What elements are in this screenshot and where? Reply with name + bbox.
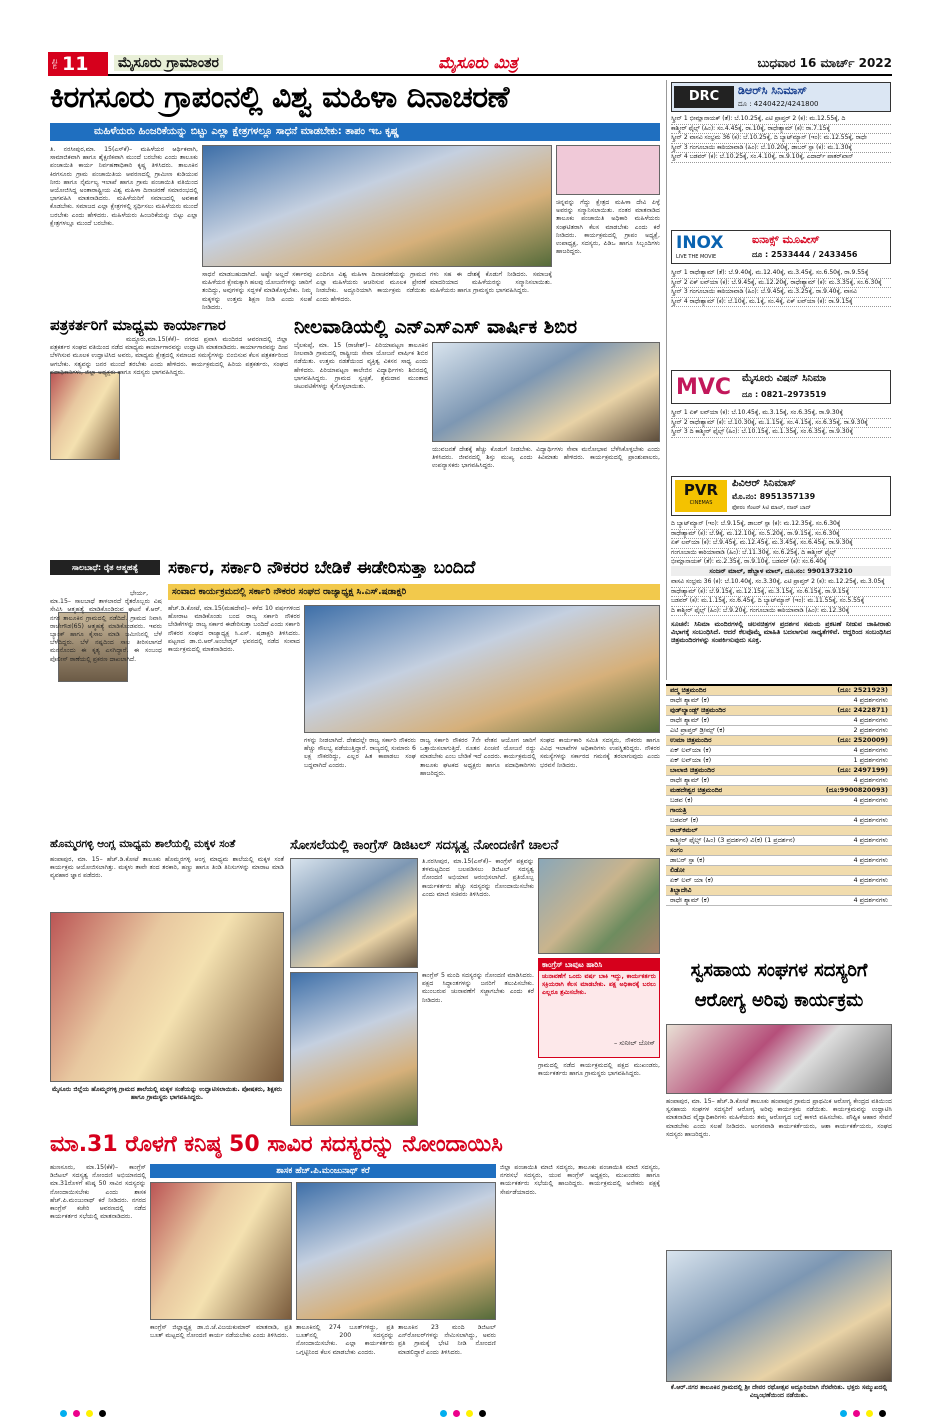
story8-text3: ತಾಲೂಕಿನ 23 ಮಂದಿ ಡಿಜಿಟಲ್ ಎನ್‌ರೋಲರ್‌ಗಳನ್ನು ನೇಮಿಸಲಾಗಿದ್ದು, ಅವರು ಪ್ರತಿ ಗ್ರಾಮಕ್ಕೆ ಭೇಟಿ ನೀಡಿ ನೋಂದಣಿ ಮಾಡಲಿದ್ದಾರೆ ಎಂದು ತಿಳಿಸಿದರು. [398, 1324, 496, 1356]
page-label: ಪುಟ [51, 58, 59, 70]
inox-title: ಐನಾಕ್ಸ್ ಮೂವೀಸ್ [752, 233, 820, 246]
listing-row: ಸ್ಕ್ರೀನ್ 1 ಭೀಮ್ಲಾನಾಯಕ್ (ತೆ): ಬೆ.10.25ಕ್ಕೆ, ಎಟಿ ಪ್ರಾಪ್ತರ್ 2 (ಕ): ಮ.12.55ಕ್ಕೆ, ದಿ [671, 115, 891, 125]
film-shows: 4 ಪ್ರದರ್ಶನಗಳು [853, 696, 888, 704]
theatre-name: ಸಂಗಂ [670, 846, 683, 854]
theatre-name-row [666, 866, 892, 876]
mvc-phone: ದೂ : 0821–2973519 [742, 390, 827, 399]
theatres-list [666, 684, 892, 952]
story6-photo-1 [290, 858, 418, 968]
pvr-logo-sub: CINEMAS [689, 500, 713, 506]
film-shows: 4 ಪ್ರದರ್ಶನಗಳು [853, 856, 888, 864]
story4-headline: ಸರ್ಕಾರ, ಸರ್ಕಾರಿ ನೌಕರರ ಬೇಡಿಕೆ ಈಡೇರಿಸುತ್ತಾ ಬಂದಿದೆ [168, 558, 476, 578]
reg-mark [60, 1410, 67, 1417]
story6-box [538, 958, 660, 1058]
story8-text4: ಜಿಲ್ಲಾ ಪಂಚಾಯಿತಿ ಮಾಜಿ ಸದಸ್ಯರು, ತಾಲೂಕು ಪಂಚಾಯಿತಿ ಮಾಜಿ ಸದಸ್ಯರು, ನಗರಸಭೆ ಸದಸ್ಯರು, ಯುವ ಕಾಂಗ್ರೆಸ್ ಅಧ್ಯಕ್ಷರು, ಮುಖಂಡರು ಹಾಗೂ ಕಾರ್ಯಕರ್ತರು ಸಭೆಯಲ್ಲಿ ಹಾಜರಿದ್ದರು. ಕಾರ್ಯಕ್ರಮದಲ್ಲಿ ಅನೇಕರು ಪಕ್ಷಕ್ಕೆ ಸೇರ್ಪಡೆಯಾದರು. [500, 1164, 660, 1196]
listing-row: ಸ್ಕ್ರೀನ್ 2 ಏಕ್ ಲವ್‌ಯಾ (ಕ): ಬೆ.9.45ಕ್ಕೆ, ಮ.12.20ಕ್ಕೆ, ರಾಧೇಶ್ಯಾಮ್ (ಕ): ಮ.3.35ಕ್ಕೆ, ಸಂ.6.30ಕ್ಕೆ [671, 279, 891, 289]
listing-row: ಸ್ಕ್ರೀನ್ 3 ಗಂಗೂಬಾಯಿ ಕಾಠಿಯಾವಾಡಿ (ಹಿಂ): ಬೆ.9.45ಕ್ಕೆ, ಮ.3.25ಕ್ಕೆ, ರಾ.9.40ಕ್ಕೆ, ವಾಸವಿ [671, 288, 891, 298]
theatre-film-row [666, 836, 892, 846]
story6-photo-3 [290, 972, 418, 1126]
page-number-badge [48, 52, 108, 76]
theatre-film-row [666, 696, 892, 706]
story4-photo [304, 605, 660, 733]
film-title: ಏಕ್ ಲವ್‌ಯಾ (ಕ) [670, 756, 712, 764]
story4-text2: ಗಳನ್ನು ನೀಡಲಾಗಿದೆ. ದೇಶದಲ್ಲೇ ರಾಜ್ಯ ಸರ್ಕಾರಿ ನೌಕರರು ಹೆಚ್ಚು ಸೌಲಭ್ಯ ಪಡೆಯುತ್ತಿದ್ದಾರೆ. ರಾಜ್ಯದಲ್ಲಿ ಸುಮಾರು 6 ಲಕ್ಷ ನೌಕರರಿದ್ದು, ಎಲ್ಲರ ಹಿತ ಕಾಪಾಡಲು ಸಂಘ ಬದ್ಧವಾಗಿದೆ ಎಂದರು. [304, 737, 416, 769]
story1-col5: ಚಿನ್ನವನ್ನು ಗೆದ್ದು ಕ್ಷೇತ್ರದ ಮಹಿಳಾ ದೇವಿ ಪಿಳ್ಳೆ ಅವರನ್ನು ಸನ್ಮಾನಿಸಲಾಯಿತು. ನಂತರ ಮಾತನಾಡಿದ ತಾಲೂಕು ಪಂಚಾಯಿತಿ ಅಧಿಕಾರಿ ಮಹಿಳೆಯರು ಸಂಘಟಿತರಾಗಿ ಕೆಲಸ ಮಾಡಬೇಕು ಎಂದು ಕರೆ ನೀಡಿದರು. ಕಾರ್ಯಕ್ರಮದಲ್ಲಿ ಗ್ರಾಪಂ ಅಧ್ಯಕ್ಷೆ, ಉಪಾಧ್ಯಕ್ಷ, ಸದಸ್ಯರು, ಪಿಡಿಒ ಹಾಗೂ ಸಿಬ್ಬಂದಿಗಳು ಹಾಜರಿದ್ದರು. [556, 199, 660, 256]
cinema-notice: ಸೂಚನೆ: ಸಿನಿಮಾ ಮಂದಿರಗಳಲ್ಲಿ ಚಲನಚಿತ್ರಗಳ ಪ್ರದರ್ಶನ ಸಮಯ ಪ್ರಕಟಣೆ ನೀಡುವ ಜಾಹೀರಾತು ವಿಭಾಗಕ್ಕೆ ಸಂಬಂಧಿಸಿದೆ. ಆದರೆ ಕೆಲವೊಮ್ಮೆ ಮಾಹಿತಿ ಬದಲಾಗುವ ಸಾಧ್ಯತೆಗಳಿವೆ. ಆದ್ದರಿಂದ ಸಂಬಂಧಿಸಿದ ಚಿತ್ರಮಂದಿರಗಳನ್ನು ಸಂಪರ್ಕಿಸುವುದು ಸೂಕ್ತ. [671, 620, 891, 645]
reg-mark [479, 1410, 486, 1417]
mvc-logo: MVC [676, 375, 732, 400]
theatre-film-row [666, 756, 892, 766]
drc-phone: ದೂ : 4240422/4241800 [738, 100, 819, 108]
inox-tagline: LIVE THE MOVIE [676, 254, 717, 260]
story5-text: ಹಂಪಾಪುರ, ಮಾ. 15– ಹೆಚ್.ಡಿ.ಕೋಟೆ ತಾಲೂಕು ಹೊಮ್ಮರಗಳ್ಳಿ ಆಂಗ್ಲ ಮಾಧ್ಯಮ ಶಾಲೆಯಲ್ಲಿ ಮಕ್ಕಳ ಸಂತೆ ಕಾರ್ಯಕ್ರಮ ಆಯೋಜಿಸಲಾಗಿತ್ತು. ಮಕ್ಕಳು ತಾವೇ ತಂದ ತರಕಾರಿ, ಹಣ್ಣು ಹಾಗೂ ತಿಂಡಿ ತಿನಿಸುಗಳನ್ನು ಮಾರಾಟ ಮಾಡಿ ವ್ಯವಹಾರ ಜ್ಞಾನ ಪಡೆದರು. [50, 856, 284, 880]
story8-photo-1 [150, 1182, 292, 1320]
theatre-name-row [666, 886, 892, 896]
theatre-name-row [666, 826, 892, 836]
drc-header [671, 82, 891, 112]
pvr-title: ಪಿವಿಆರ್ ಸಿನಿಮಾಸ್ [732, 478, 796, 489]
story6-box-title: ಕಾಂಗ್ರೆಸ್ ಬಾವುಟ ಹಾರಿಸಿ [539, 959, 659, 971]
theatre-name: ಉಮಾ ಚಿತ್ರಮಂದಿರ [670, 736, 712, 744]
film-shows: 2 ಪ್ರದರ್ಶನಗಳು [853, 726, 888, 734]
listing-row: ಸ್ಕ್ರೀನ್ 3 ದಿ ಕಾಶ್ಮೀರ್ ಫೈಲ್ಸ್ (ಹಿಂ): ಬೆ.10.15ಕ್ಕೆ, ಮ.1.35ಕ್ಕೆ, ಸಂ.6.35ಕ್ಕೆ, ರಾ.9.30ಕ್ಕೆ [671, 428, 891, 438]
story5-headline: ಹೊಮ್ಮರಗಳ್ಳಿ ಆಂಗ್ಲ ಮಾಧ್ಯಮ ಶಾಲೆಯಲ್ಲಿ ಮಕ್ಕಳ ಸಂತೆ [50, 838, 236, 850]
film-shows: 4 ಪ್ರದರ್ಶನಗಳು [853, 746, 888, 754]
listing-row: ಕಾಶ್ಮೀರ್ ಫೈಲ್ಸ್ (ಹಿಂ): ಸಂ.4.45ಕ್ಕೆ, ರಾ.10ಕ್ಕೆ, ರಾಧೇಶ್ಯಾಮ್ (ಕ): ರಾ.7.15ಕ್ಕೆ [671, 125, 891, 135]
reg-mark [99, 1410, 106, 1417]
pvr-logo [675, 480, 727, 512]
story1-photo [202, 145, 552, 267]
film-shows: 4 ಪ್ರದರ್ಶನಗಳು [853, 896, 888, 904]
story3-headline: ನೀಲವಾಡಿಯಲ್ಲಿ ಎನ್‌ಎಸ್‌ಎಸ್ ವಾರ್ಷಿಕ ಶಿಬಿರ [294, 316, 578, 338]
story2-text: ಮದ್ದೂರು,ಮಾ.15(ಕೆಕೆ)– ನಗರದ ಪ್ರವಾಸಿ ಮಂದಿರದ ಆವರಣದಲ್ಲಿ ಜಿಲ್ಲಾ ಪತ್ರಕರ್ತರ ಸಂಘದ ವತಿಯಿಂದ ನಡೆದ ಮಾಧ್ಯಮ ಕಾರ್ಯಾಗಾರವನ್ನು ಉದ್ಘಾಟಿಸಿ ಮಾತನಾಡಿದರು. ಕಾರ್ಯಾಗಾರವನ್ನು ದೀಪ ಬೆಳಗಿಸುವ ಮೂಲಕ ಉದ್ಘಾಟಿಸಿದ ಅವರು, ಮಾಧ್ಯಮ ಕ್ಷೇತ್ರದಲ್ಲಿ ಸಮಾಜದ ಸಮಸ್ಯೆಗಳನ್ನು ಬಿಂಬಿಸುವ ಕೆಲಸ ಪತ್ರಕರ್ತರಿಂದ ಆಗಬೇಕು. ಸತ್ಯವನ್ನು ಜನರ ಮುಂದೆ ತರಬೇಕು ಎಂದು ಹೇಳಿದರು. ಕಾರ್ಯಕ್ರಮದಲ್ಲಿ ಹಿರಿಯ ಪತ್ರಕರ್ತರು, ಸಂಘದ ಪದಾಧಿಕಾರಿಗಳು, ಜಿಲ್ಲಾ ಅಧ್ಯಕ್ಷರು ಹಾಗೂ ಸದಸ್ಯರು ಭಾಗವಹಿಸಿದ್ದರು. [50, 336, 288, 376]
reg-mark [840, 1410, 847, 1417]
registration-marks [840, 1410, 886, 1417]
story6-headline: ಸೋಸಲೆಯಲ್ಲಿ ಕಾಂಗ್ರೆಸ್ ಡಿಜಿಟಲ್ ಸದಸ್ಯತ್ವ ನೋಂದಣಿಗೆ ಚಾಲನೆ [290, 838, 559, 853]
story8-caption: ಕಾಂಗ್ರೆಸ್ ಜಿಲ್ಲಾಧ್ಯಕ್ಷ ಡಾ.ಬಿ.ಜೆ.ವಿಜಯಕುಮಾರ್ ಮಾತನಾಡಿ, ಪ್ರತಿ ಬೂತ್ ಮಟ್ಟದಲ್ಲಿ ನೋಂದಣಿ ಕಾರ್ಯ ನಡೆಯಬೇಕು ಎಂದು ತಿಳಿಸಿದರು. [150, 1324, 292, 1340]
film-shows: 4 ಪ್ರದರ್ಶನಗಳು [853, 716, 888, 724]
story7-caption: ಕೆ.ಆರ್.ನಗರ ತಾಲೂಕಿನ ಗ್ರಾಮದಲ್ಲಿ ಶ್ರೀ ದೇವರ ರಥೋತ್ಸವ ಅದ್ದೂರಿಯಾಗಿ ನೆರವೇರಿತು. ಭಕ್ತರು ಸಮ್ಮುಖದಲ್ಲಿ ವಿಜೃಂಭಣೆಯಿಂದ ನಡೆಯಿತು. [670, 1384, 888, 1400]
listing-row: ಬಡವರ್ (ಕ): ಮ.1.15ಕ್ಕೆ, ಸಂ.6.45ಕ್ಕೆ, ದಿ ಬ್ಯಾಟ್‌ಮ್ಯಾನ್ (ಇಂ): ಮ.11.55ಕ್ಕೆ, ಸಂ.5.55ಕ್ಕೆ [671, 597, 891, 607]
theatre-film-row [666, 816, 892, 826]
film-title: ರಾಧೇ ಶ್ಯಾಮ್ (ಕ) [670, 716, 710, 724]
theatre-film-row [666, 796, 892, 806]
film-title: ಬಡವರ್ (ಕ) [670, 816, 699, 824]
theatre-phone: (ದೂ:9900820093) [825, 786, 888, 794]
theatre-phone: (ದೂ: 2520009) [837, 736, 888, 744]
story7-text: ಹಂಪಾಪುರ, ಮಾ. 15– ಹೆಚ್.ಡಿ.ಕೋಟೆ ತಾಲೂಕು ಹಂಪಾಪುರ ಗ್ರಾಮದ ಪ್ರಾಥಮಿಕ ಆರೋಗ್ಯ ಕೇಂದ್ರದ ವತಿಯಿಂದ ಸ್ವಸಹಾಯ ಸಂಘಗಳ ಸದಸ್ಯರಿಗೆ ಆರೋಗ್ಯ ಅರಿವು ಕಾರ್ಯಕ್ರಮ ನಡೆಯಿತು. ಕಾರ್ಯಕ್ರಮವನ್ನು ಉದ್ಘಾಟಿಸಿ ಮಾತನಾಡಿದ ವೈದ್ಯಾಧಿಕಾರಿಗಳು ಮಹಿಳೆಯರು ತಮ್ಮ ಆರೋಗ್ಯದ ಬಗ್ಗೆ ಕಾಳಜಿ ವಹಿಸಬೇಕು. ಪೌಷ್ಟಿಕ ಆಹಾರ ಸೇವನೆ ಮಾಡಬೇಕು ಎಂದು ಸಲಹೆ ನೀಡಿದರು. ಅಂಗನವಾಡಿ ಕಾರ್ಯಕರ್ತೆಯರು, ಆಶಾ ಕಾರ್ಯಕರ್ತೆಯರು, ಸಂಘದ ಸದಸ್ಯರು ಹಾಜರಿದ್ದರು. [666, 1098, 892, 1138]
theatre-name: ಗಾಯತ್ರಿ [670, 806, 687, 814]
story6-box-author: – ಸುನೀಲ್ ಬೋಸ್ [614, 1039, 655, 1047]
film-shows: 4 ಪ್ರದರ್ಶನಗಳು [853, 776, 888, 784]
story6-text1: ತಿ.ನರಸೀಪುರ, ಮಾ.15(ಎಸ್‌ಕೆ)– ಕಾಂಗ್ರೆಸ್ ಪಕ್ಷವನ್ನು ತಳಮಟ್ಟದಿಂದ ಬಲಪಡಿಸಲು ಡಿಜಿಟಲ್ ಸದಸ್ಯತ್ವ ನೋಂದಣಿ ಅಭಿಯಾನ ಆರಂಭಿಸಲಾಗಿದೆ. ಪ್ರತಿಯೊಬ್ಬ ಕಾರ್ಯಕರ್ತರು ಹೆಚ್ಚು ಸದಸ್ಯರನ್ನು ನೋಂದಾಯಿಸಬೇಕು ಎಂದು ಮಾಜಿ ಸಚಿವರು ತಿಳಿಸಿದರು. [422, 858, 534, 898]
paper-name: ಮೈಸೂರು ಮಿತ್ರ [438, 53, 518, 72]
story7-photo [666, 1024, 892, 1094]
listing-row: ಸ್ಕ್ರೀನ್ 4 ಬಡವರ್ (ಕ): ಬೆ.10.25ಕ್ಕೆ, ಸಂ.4.10ಕ್ಕೆ, ರಾ.9.10ಕ್ಕೆ, ಎದಾರ್ದ್ ಪಾತರ್‌ಖಾನ್ [671, 153, 891, 163]
theatre-name-row [666, 786, 892, 796]
pvr-logo-text: PVR [683, 481, 719, 499]
reg-mark [866, 1410, 873, 1417]
masthead [48, 52, 892, 76]
theatre-film-row [666, 776, 892, 786]
obit-text: ಭೇರ್ಯ, ಮಾ.15– ಸಾಲಬಾಧೆ ತಾಳಲಾರದೆ ರೈತರೊಬ್ಬರು ವಿಷ ಸೇವಿಸಿ ಆತ್ಮಹತ್ಯೆ ಮಾಡಿಕೊಂಡಿರುವ ಘಟನೆ ಕೆ.ಆರ್. ನಗರ ತಾಲೂಕಿನ ಗ್ರಾಮದಲ್ಲಿ ನಡೆದಿದೆ. ಗ್ರಾಮದ ನಿವಾಸಿ ರಾಜೇಗೌಡ(65) ಆತ್ಮಹತ್ಯೆ ಮಾಡಿಕೊಂಡವರು. ಇವರು ಬ್ಯಾಂಕ್ ಹಾಗೂ ಕೈಸಾಲ ಮಾಡಿ ಜಮೀನಿನಲ್ಲಿ ಬೆಳೆ ಬೆಳೆದಿದ್ದರು. ಬೆಳೆ ನಷ್ಟದಿಂದ ಸಾಲ ತೀರಿಸಲಾಗದೆ ಮನನೊಂದು ಈ ಕೃತ್ಯ ಎಸಗಿದ್ದಾರೆ. ಈ ಸಂಬಂಧ ಪೊಲೀಸ್ ಠಾಣೆಯಲ್ಲಿ ಪ್ರಕರಣ ದಾಖಲಾಗಿದೆ. [50, 590, 162, 663]
inox-listing [671, 269, 891, 307]
film-title: ಕಾಶ್ಮೀರ್ ಫೈಲ್ಸ್ (ಹಿಂ) (3 ಪ್ರದರ್ಶನ) ವಿ(ಕ) (1 ಪ್ರದರ್ಶನ) [670, 836, 795, 844]
theatre-film-row [666, 746, 892, 756]
theatre-name: ಲಿಡೋ [670, 866, 685, 874]
listing-row: ಸ್ಕ್ರೀನ್ 4 ರಾಧೇಶ್ಯಾಮ್ (ಕ): ಬೆ.10ಕ್ಕೆ, ಮ.1ಕ್ಕೆ, ಸಂ.4ಕ್ಕೆ, ಏಕ್ ಲವ್‌ಯಾ (ಕ): ರಾ.9.15ಕ್ಕೆ [671, 298, 891, 308]
pvr-header [671, 476, 891, 516]
reg-mark [879, 1410, 886, 1417]
story5-photo [50, 912, 284, 1082]
theatre-name: ವುಡ್‌ಲ್ಯಾಂಡ್ಸ್ ಚಿತ್ರಮಂದಿರ [670, 706, 726, 714]
theatre-name-row [666, 706, 892, 716]
story1-headline: ಕಿರಗಸೂರು ಗ್ರಾಪಂನಲ್ಲಿ ವಿಶ್ವ ಮಹಿಳಾ ದಿನಾಚರಣೆ [50, 80, 509, 115]
pvr-address: ಫೋರಂ ಸೆಂಟರ್ ಸಿಟಿ ಮಾಲ್, ನಜರ್ ಬಾದ್ [732, 505, 811, 511]
reg-mark [440, 1410, 447, 1417]
story4-text3: ರಾಜ್ಯ ಸರ್ಕಾರಿ ನೌಕರರ 7ನೇ ವೇತನ ಆಯೋಗ ಜಾರಿಗೆ ಒತ್ತಾಯಿಸಲಾಗುತ್ತಿದೆ. ನೂತನ ಪಿಂಚಣಿ ಯೋಜನೆ ರದ್ದು ಮಾಡಬೇಕು ಎಂಬ ಬೇಡಿಕೆ ಇದೆ ಎಂದರು. ಕಾರ್ಯಕ್ರಮದಲ್ಲಿ ತಾಲೂಕು ಘಟಕದ ಅಧ್ಯಕ್ಷರು ಹಾಗೂ ಪದಾಧಿಕಾರಿಗಳು ಹಾಜರಿದ್ದರು. [420, 737, 536, 777]
listing-row: ಸ್ಕ್ರೀನ್ 1 ರಾಧೇಶ್ಯಾಮ್ (ತೆ): ಬೆ.9.40ಕ್ಕೆ, ಮ.12.40ಕ್ಕೆ, ಮ.3.45ಕ್ಕೆ, ಸಂ.6.50ಕ್ಕೆ, ರಾ.9.55ಕ್ಕೆ [671, 269, 891, 279]
theatre-name: ಮಹದೇಶ್ವರ ಚಿತ್ರಮಂದಿರ [670, 786, 723, 794]
theatre-phone: (ದೂ: 2497199) [837, 766, 888, 774]
theatre-film-row [666, 726, 892, 736]
film-shows: 4 ಪ್ರದರ್ಶನಗಳು [853, 816, 888, 824]
listing-row: ಸ್ಕ್ರೀನ್ 2 ರಾಧೇಶ್ಯಾಮ್ (ಕ): ಬೆ.10.30ಕ್ಕೆ, ಮ.1.15ಕ್ಕೆ, ಸಂ.4.15ಕ್ಕೆ, ಸಂ.6.35ಕ್ಕೆ, ರಾ.9.30ಕ್ಕೆ [671, 419, 891, 429]
pvr-phone: ಮೊ.ನಂ: 8951357139 [732, 492, 816, 501]
mvc-listing [671, 409, 891, 438]
film-title: ಬಡವ (ಕ) [670, 796, 693, 804]
registration-marks [440, 1410, 486, 1417]
film-title: ಏಕ್ ಲವ್ ಯಾ (ಕ) [670, 876, 714, 884]
story4-text4: ಸಂಘದ ಕಾರ್ಯಕಾರಿ ಸಮಿತಿ ಸದಸ್ಯರು, ನೌಕರರು ಹಾಗೂ ವಿವಿಧ ಇಲಾಖೆಗಳ ಅಧಿಕಾರಿಗಳು ಉಪಸ್ಥಿತರಿದ್ದರು. ನೌಕರರ ಸಮಸ್ಯೆಗಳನ್ನು ಸರ್ಕಾರದ ಗಮನಕ್ಕೆ ತರಲಾಗುವುದು ಎಂದು ಭರವಸೆ ನೀಡಿದರು. [540, 737, 660, 769]
reg-mark [86, 1410, 93, 1417]
registration-marks [60, 1410, 106, 1417]
theatre-name: ಪದ್ಮ ಚಿತ್ರಮಂದಿರ [670, 686, 707, 694]
story1-subhead: ಮಹಿಳೆಯರು ಹಿಂಜರಿಕೆಯನ್ನು ಬಿಟ್ಟು ಎಲ್ಲಾ ಕ್ಷೇತ್ರಗಳಲ್ಲೂ ಸಾಧನೆ ಮಾಡಬೇಕು: ತಾಪಂ ಇಒ ಕೃಷ್ಣ [50, 123, 660, 141]
theatre-name-row [666, 846, 892, 856]
drc-listing [671, 115, 891, 163]
listing-row: ರಾಧೇಶ್ಯಾಮ್ (ಕ): ಬೆ.9ಕ್ಕೆ, ಮ.12.10ಕ್ಕೆ, ಸಂ.5.20ಕ್ಕೆ, ರಾ.9.15ಕ್ಕೆ, ಸಂ.6.30ಕ್ಕೆ [671, 530, 891, 540]
film-title: ರಾಧೇ ಶ್ಯಾಮ್ (ಕ) [670, 896, 710, 904]
story4-text1: ಹೆಚ್.ಡಿ.ಕೋಟೆ, ಮಾ.15(ಮಹದೇವ)– ಕಳೆದ 10 ವರ್ಷಗಳಿಂದ ಹೋರಾಟ ಮಾಡಿಕೊಂಡು ಬಂದ ರಾಜ್ಯ ಸರ್ಕಾರಿ ನೌಕರರ ಬೇಡಿಕೆಗಳನ್ನು ರಾಜ್ಯ ಸರ್ಕಾರ ಈಡೇರಿಸುತ್ತಾ ಬಂದಿದೆ ಎಂದು ಸರ್ಕಾರಿ ನೌಕರರ ಸಂಘದ ರಾಜ್ಯಾಧ್ಯಕ್ಷ ಸಿ.ಎಸ್. ಷಡಾಕ್ಷರಿ ತಿಳಿಸಿದರು. ಪಟ್ಟಣದ ಡಾ.ಬಿ.ಆರ್.ಅಂಬೇಡ್ಕರ್ ಭವನದಲ್ಲಿ ನಡೆದ ಸಂವಾದ ಕಾರ್ಯಕ್ರಮದಲ್ಲಿ ಮಾತನಾಡಿದರು. [168, 605, 300, 654]
pvr-listing [671, 520, 891, 568]
theatre-film-row [666, 856, 892, 866]
story3-text1: ಬೈಲಕುಪ್ಪೆ, ಮಾ. 15 (ರಾಜೇಶ್)– ಪಿರಿಯಾಪಟ್ಟಣ ತಾಲೂಕಿನ ನೀಲವಾಡಿ ಗ್ರಾಮದಲ್ಲಿ ರಾಷ್ಟ್ರೀಯ ಸೇವಾ ಯೋಜನೆ ವಾರ್ಷಿಕ ಶಿಬಿರ ನಡೆಯಿತು. ಉತ್ತಮ ನಡತೆಯಿಂದ ವ್ಯಕ್ತಿತ್ವ ವಿಕಸನ ಸಾಧ್ಯ ಎಂದು ಹೇಳಿದರು. ಪಿರಿಯಾಪಟ್ಟಣ ಕಾಲೇಜಿನ ವಿದ್ಯಾರ್ಥಿಗಳು ಶಿಬಿರದಲ್ಲಿ ಭಾಗವಹಿಸಿದ್ದರು. ಗ್ರಾಮದ ಸ್ವಚ್ಛತೆ, ಶ್ರಮದಾನ ಮುಂತಾದ ಚಟುವಟಿಕೆಗಳನ್ನು ಕೈಗೊಳ್ಳಲಾಯಿತು. [294, 342, 428, 391]
film-title: ರಾಧೇ ಶ್ಯಾಮ್ (ಕ) [670, 696, 710, 704]
theatre-name: ತಿಬ್ಬಾದೇವಿ [670, 886, 692, 894]
story2-headline: ಪತ್ರಕರ್ತರಿಗೆ ಮಾಧ್ಯಮ ಕಾರ್ಯಾಗಾರ [50, 316, 226, 334]
film-shows: 4 ಪ್ರದರ್ಶನಗಳು [853, 836, 888, 844]
listing-row: ವಾಸವಿ ಸಂಭ್ರಮ 36 (ಕ): ಬೆ.10.40ಕ್ಕೆ, ಸಂ.3.30ಕ್ಕೆ, ಎಟಿ ಪ್ರಾಪ್ತರ್ 2 (ಕ): ಮ.12.25ಕ್ಕೆ, ಮ.3.05ಕ್ಕೆ [671, 578, 891, 588]
drc-logo: DRC [674, 86, 734, 108]
story8-subhead: ಶಾಸಕ ಹೆಚ್.ಪಿ.ಮಂಜುನಾಥ್ ಕರೆ [150, 1164, 496, 1178]
listing-row: ದಿ ಬ್ಯಾಟ್‌ಮ್ಯಾನ್ (ಇಂ): ಬೆ.9.15ಕ್ಕೆ, ಡಾಬರ್ ಸ್ಪಾ (ಕ): ಮ.12.35ಕ್ಕೆ, ಸಂ.6.30ಕ್ಕೆ [671, 520, 891, 530]
mvc-title: ಮೈಸೂರು ವಿಷನ್ ಸಿನಿಮಾ [742, 373, 827, 384]
inox-phone: ದೂ : 2533444 / 2433456 [752, 250, 858, 259]
mvc-header [671, 370, 891, 404]
theatre-film-row [666, 876, 892, 886]
listing-row: ಗಂಗೂಬಾಯಿ ಕಾಠಿಯಾವಾಡಿ (ಹಿಂ): ಬೆ.11.30ಕ್ಕೆ, ಸಂ.6.25ಕ್ಕೆ, ದಿ ಕಾಶ್ಮೀರ್ ಫೈಲ್ಸ್ [671, 549, 891, 559]
reg-mark [466, 1410, 473, 1417]
listing-row: ಸ್ಕ್ರೀನ್ 2 ವಾಸವಿ ಸಂಭ್ರಮ 36 (ಕ): ಬೆ.10.25ಕ್ಕೆ, ದಿ ಬ್ಯಾಟ್‌ಮ್ಯಾನ್ (ಇಂ): ಮ.12.55ಕ್ಕೆ, ರಾಧೇ [671, 134, 891, 144]
mall-title: ಸಂಜನ್ ಮಾಲ್, ಹೆಬ್ಬಾಳ ಮಾಲ್, ದೂ.ನಂ: 9901373210 [671, 566, 891, 576]
story7-photo-2 [666, 1250, 892, 1382]
theatre-name-row [666, 686, 892, 696]
film-shows: 4 ಪ್ರದರ್ಶನಗಳು [853, 876, 888, 884]
reg-mark [453, 1410, 460, 1417]
story4-subhead: ಸಂವಾದ ಕಾರ್ಯಕ್ರಮದಲ್ಲಿ ಸರ್ಕಾರಿ ನೌಕರರ ಸಂಘದ ರಾಜ್ಯಾಧ್ಯಕ್ಷ ಸಿ.ಎಸ್.ಷಡಾಕ್ಷರಿ [168, 584, 660, 600]
story8-headline: ಮಾ.31 ರೊಳಗೆ ಕನಿಷ್ಠ 50 ಸಾವಿರ ಸದಸ್ಯರನ್ನು ನೋಂದಾಯಿಸಿ [50, 1132, 503, 1157]
cinema-column [666, 80, 892, 680]
story1-col4: ಗಳು ಸಹ ಈ ದೇಶಕ್ಕೆ ಕೊಡುಗೆ ನೀಡಿದರು. ಸಮಾಜಕ್ಕೆ ಮಾದರಿಯಾದ ಮಹಿಳೆಯರನ್ನು ಸನ್ಮಾನಿಸಲಾಯಿತು. ಮಹಿಳೆಯರು ಹಾಗೂ ಗ್ರಾಮಸ್ಥರು ಭಾಗವಹಿಸಿದ್ದರು. [430, 271, 552, 295]
film-title: ಡಾಬರ್ ಸ್ಪಾ (ಕ) [670, 856, 705, 864]
listing-row: ಸ್ಕ್ರೀನ್ 3 ಗಂಗೂಬಾಯಿ ಕಾಠಿಯಾವಾಡಿ (ಹಿಂ): ಬೆ.10.20ಕ್ಕೆ, ಡಾಬರ್ ಸ್ಪಾ (ಕ): ಮ.1.30ಕ್ಕೆ [671, 144, 891, 154]
theatre-film-row [666, 716, 892, 726]
listing-row: ಭೀಮ್ಲಾನಾಯಕ್ (ತೆ): ಮ.2.35ಕ್ಕೆ, ರಾ.9.10ಕ್ಕೆ, ಬಡವರ್ (ಕ): ಸಂ.6.40ಕ್ಕೆ [671, 558, 891, 568]
story1-photo-inset [556, 145, 660, 195]
story3-text2: ಯುವಜನತೆ ದೇಶಕ್ಕೆ ಹೆಚ್ಚು ಕೊಡುಗೆ ನೀಡಬೇಕು. ವಿದ್ಯಾರ್ಥಿಗಳು ಸೇವಾ ಮನೋಭಾವ ಬೆಳೆಸಿಕೊಳ್ಳಬೇಕು ಎಂದು ತಿಳಿಸಿದರು. ಜೀವನದಲ್ಲಿ ಶಿಸ್ತು ಮುಖ್ಯ ಎಂದು ಕಿವಿಮಾತು ಹೇಳಿದರು. ಕಾರ್ಯಕ್ರಮದಲ್ಲಿ ಪ್ರಾಂಶುಪಾಲರು, ಉಪನ್ಯಾಸಕರು ಭಾಗವಹಿಸಿದ್ದರು. [432, 446, 660, 470]
story6-text3: ಗ್ರಾಮದಲ್ಲಿ ನಡೆದ ಕಾರ್ಯಕ್ರಮದಲ್ಲಿ ಪಕ್ಷದ ಮುಖಂಡರು, ಕಾರ್ಯಕರ್ತರು ಹಾಗೂ ಗ್ರಾಮಸ್ಥರು ಭಾಗವಹಿಸಿದ್ದರು. [538, 1062, 660, 1078]
story1-col2: ಸಾಧನೆ ಮಾಡಬಹುದಾಗಿದೆ. ಅಷ್ಟೇ ಅಲ್ಲದೆ ಸರ್ಕಾರವು ಮಹಿಳೆಯರ ಕ್ಷೇಮಕ್ಕಾಗಿ ಹಲವು ಯೋಜನೆಗಳನ್ನು ಜಾರಿಗೆ ತಂದಿದ್ದು, ಅವುಗಳನ್ನು ಸದ್ಬಳಕೆ ಮಾಡಿಕೊಳ್ಳಬೇಕು. ನಿಮ್ಮ ಮಕ್ಕಳನ್ನು ಉತ್ತಮ ಶಿಕ್ಷಣ ನೀಡಿ ಎಂದು ಸಲಹೆ ನೀಡಿದರು. [202, 271, 312, 311]
inox-header [671, 230, 891, 264]
story7-headline: ಸ್ವಸಹಾಯ ಸಂಘಗಳ ಸದಸ್ಯರಿಗೆ ಆರೋಗ್ಯ ಅರಿವು ಕಾರ್ಯಕ್ರಮ [690, 960, 868, 1011]
listing-row: ರಾಧೇಶ್ಯಾಮ್ (ಕ): ಬೆ.9.15ಕ್ಕೆ, ಮ.12.15ಕ್ಕೆ, ಮ.3.15ಕ್ಕೆ, ಸಂ.6.15ಕ್ಕೆ, ರಾ.9.15ಕ್ಕೆ [671, 588, 891, 598]
story8-text2: ತಾಲೂಕಿನಲ್ಲಿ 274 ಬೂತ್‌ಗಳಿದ್ದು, ಪ್ರತಿ ಬೂತ್‌ನಲ್ಲಿ 200 ಸದಸ್ಯರನ್ನು ನೋಂದಾಯಿಸಬೇಕು. ಎಲ್ಲಾ ಕಾರ್ಯಕರ್ತರು ಒಗ್ಗಟ್ಟಿನಿಂದ ಕೆಲಸ ಮಾಡಬೇಕು ಎಂದರು. [296, 1324, 394, 1356]
story6-text2: ಕಾಂಗ್ರೆಸ್ 5 ಮಂದಿ ಸದಸ್ಯರನ್ನು ನೋಂದಣಿ ಮಾಡಿಸಿದರು. ಪಕ್ಷದ ಸಿದ್ಧಾಂತಗಳನ್ನು ಜನರಿಗೆ ತಲುಪಿಸಬೇಕು. ಮುಂಬರುವ ಚುನಾವಣೆಗೆ ಸಜ್ಜಾಗಬೇಕು ಎಂದು ಕರೆ ನೀಡಿದರು. [422, 972, 534, 1004]
theatre-phone: (ದೂ: 2521923) [837, 686, 888, 694]
story5-caption: ಮೈಸೂರು ಜಿಲ್ಲೆಯ ಹೊಮ್ಮರಗಳ್ಳಿ ಗ್ರಾಮದ ಶಾಲೆಯಲ್ಲಿ ಮಕ್ಕಳ ಸಂತೆಯನ್ನು ಉದ್ಘಾಟಿಸಲಾಯಿತು. ಪೋಷಕರು, ಶಿಕ್ಷಕರು ಹಾಗೂ ಗ್ರಾಮಸ್ಥರು ಭಾಗವಹಿಸಿದ್ದರು. [51, 1086, 283, 1102]
reg-mark [73, 1410, 80, 1417]
section-title: ಮೈಸೂರು ಗ್ರಾಮಾಂತರ [114, 55, 223, 71]
theatre-phone: (ದೂ: 2422871) [837, 706, 888, 714]
mall-listing [671, 578, 891, 616]
story8-text1: ಹುಣಸೂರು, ಮಾ.15(ಕೆಕೆ)– ಕಾಂಗ್ರೆಸ್ ಡಿಜಿಟಲ್ ಸದಸ್ಯತ್ವ ನೋಂದಣಿ ಅಭಿಯಾನದಲ್ಲಿ ಮಾ.31ರೊಳಗೆ ಕನಿಷ್ಠ 50 ಸಾವಿರ ಸದಸ್ಯರನ್ನು ನೋಂದಾಯಿಸಬೇಕು ಎಂದು ಶಾಸಕ ಹೆಚ್.ಪಿ.ಮಂಜುನಾಥ್ ಕರೆ ನೀಡಿದರು. ನಗರದ ಕಾಂಗ್ರೆಸ್ ಕಚೇರಿ ಆವರಣದಲ್ಲಿ ನಡೆದ ಕಾರ್ಯಕರ್ತರ ಸಭೆಯಲ್ಲಿ ಮಾತನಾಡಿದರು. [50, 1164, 146, 1221]
film-shows: 1 ಪ್ರದರ್ಶನಗಳು [853, 756, 888, 764]
story6-photo-2 [538, 858, 660, 954]
film-shows: 4 ಪ್ರದರ್ಶನಗಳು [853, 796, 888, 804]
story1-col1: ತಿ. ನರಸೀಪುರ,ಮಾ. 15(ಎಸ್‌ಕೆ)– ಮಹಿಳೆಯರ ಆರ್ಥಿಕವಾಗಿ, ಸಾಮಾಜಿಕವಾಗಿ ಹಾಗೂ ಶೈಕ್ಷಣಿಕವಾಗಿ ಮುಂದೆ ಬರಬೇಕು ಎಂದು ತಾಲೂಕು ಪಂಚಾಯಿತಿ ಕಾರ್ಯ ನಿರ್ವಹಣಾಧಿಕಾರಿ ಕೃಷ್ಣ ತಿಳಿಸಿದರು. ತಾಲೂಕಿನ ಕಿರಗಸೂರು ಗ್ರಾಮ ಪಂಚಾಯಿತಿಯ ಆವರಣದಲ್ಲಿ ಗ್ರಾಮೀಣ ಕುಡಿಯುವ ನೀರು ಹಾಗೂ ನೈರ್ಮಲ್ಯ ಇಲಾಖೆ ಹಾಗೂ ಗ್ರಾಮ ಪಂಚಾಯಿತಿ ವತಿಯಿಂದ ಆಯೋಜಿಸಿದ್ದ ಅಂತಾರಾಷ್ಟ್ರೀಯ ವಿಶ್ವ ಮಹಿಳಾ ದಿನಾಚರಣೆ ಸಮಾರಂಭದಲ್ಲಿ ಭಾಗವಹಿಸಿ ಮಾತನಾಡಿದರು. ಮಹಿಳೆಯರಿಗೆ ಸಮಾಜದಲ್ಲಿ ಅವಕಾಶ ಕೊಡಬೇಕು. ಸಮಾಜದ ಎಲ್ಲಾ ಕ್ಷೇತ್ರಗಳಲ್ಲಿ ಸ್ಪರ್ಧಿಸಲು ಮಹಿಳೆಯರು ಮುಂದೆ ಬರಬೇಕು ಎಂದು ಹೇಳಿದರು. ಮಹಿಳೆಯರು ಹಿಂಜರಿಕೆಯನ್ನು ಬಿಟ್ಟು ಎಲ್ಲಾ ಕ್ಷೇತ್ರಗಳಲ್ಲೂ ಮುಂದೆ ಬರಬೇಕು. [50, 146, 198, 227]
story3-photo [432, 342, 660, 442]
story1-col3: ಎಂದಿಗೂ ವಿಶ್ವ ಮಹಿಳಾ ದಿನಾಚರಣೆಯನ್ನು ಗ್ರಾಮದ ಎಲ್ಲಾ ಮಹಿಳೆಯರು ಆಚರಿಸುವ ಮೂಲಕ ಪ್ರೇರಣೆ ನೀಡಬೇಕು. ಅದ್ದೂರಿಯಾಗಿ ಕಾರ್ಯಕ್ರಮ ನಡೆಯಿತು ಎಂದು ಹೇಳಿದರು. [316, 271, 426, 303]
obit-label: ಸಾಲಬಾಧೆ: ರೈತ ಆತ್ಮಹತ್ಯೆ [50, 560, 160, 575]
film-title: ರಾಧೇ ಶ್ಯಾಮ್ (ಕ) [670, 776, 710, 784]
listing-row: ದಿ ಕಾಶ್ಮೀರ್ ಫೈಲ್ಸ್ (ಹಿಂ): ಬೆ.9.20ಕ್ಕೆ, ಗಂಗೂಬಾಯಿ ಕಾಠಿಯಾವಾಡಿ (ಹಿಂ): ಮ.12.30ಕ್ಕೆ [671, 607, 891, 617]
film-title: ಏಕ್ ಲವ್‌ಯಾ (ಕ) [670, 746, 712, 754]
reg-mark [853, 1410, 860, 1417]
film-title: ಎಟಿ ಪ್ರಾಪ್ತರ್ ಡ್ರೀಮ್ಸ್ (ಕ) [670, 726, 725, 734]
theatre-name-row [666, 766, 892, 776]
theatre-name-row [666, 806, 892, 816]
issue-date: ಬುಧವಾರ 16 ಮಾರ್ಚ್ 2022 [757, 56, 892, 70]
drc-title: ಡಿಆರ್‌ಸಿ ಸಿನಿಮಾಸ್ [738, 84, 807, 97]
story8-photo-2 [296, 1182, 496, 1320]
theatre-name-row [666, 736, 892, 746]
listing-row: ಏಕ್ ಲವ್‌ಯಾ (ಕ): ಬೆ.9.45ಕ್ಕೆ, ಮ.12.45ಕ್ಕೆ, ಮ.3.45ಕ್ಕೆ, ಸಂ.6.45ಕ್ಕೆ, ರಾ.9.30ಕ್ಕೆ [671, 539, 891, 549]
page-number: 11 [62, 53, 89, 75]
story6-box-text: ಚುನಾವಣೆಗೆ ಒಂದು ವರ್ಷ ಬಾಕಿ ಇದ್ದು, ಕಾರ್ಯಕರ್ತರು ಸಕ್ರಿಯರಾಗಿ ಕೆಲಸ ಮಾಡಬೇಕು. ಪಕ್ಷ ಅಧಿಕಾರಕ್ಕೆ ಬರಲು ಎಲ್ಲರೂ ಶ್ರಮಿಸಬೇಕು. [542, 973, 656, 997]
theatre-name: ರಾಜ್‌ಕಮಲ್ [670, 826, 698, 834]
theatre-name: ಬಾಲಾಜಿ ಚಿತ್ರಮಂದಿರ [670, 766, 715, 774]
listing-row: ಸ್ಕ್ರೀನ್ 1 ಏಕ್ ಲವ್‌ಯಾ (ಕ): ಬೆ.10.45ಕ್ಕೆ, ಮ.3.15ಕ್ಕೆ, ಸಂ.6.35ಕ್ಕೆ, ರಾ.9.30ಕ್ಕೆ [671, 409, 891, 419]
theatre-film-row [666, 896, 892, 906]
inox-logo: INOX [676, 233, 724, 253]
